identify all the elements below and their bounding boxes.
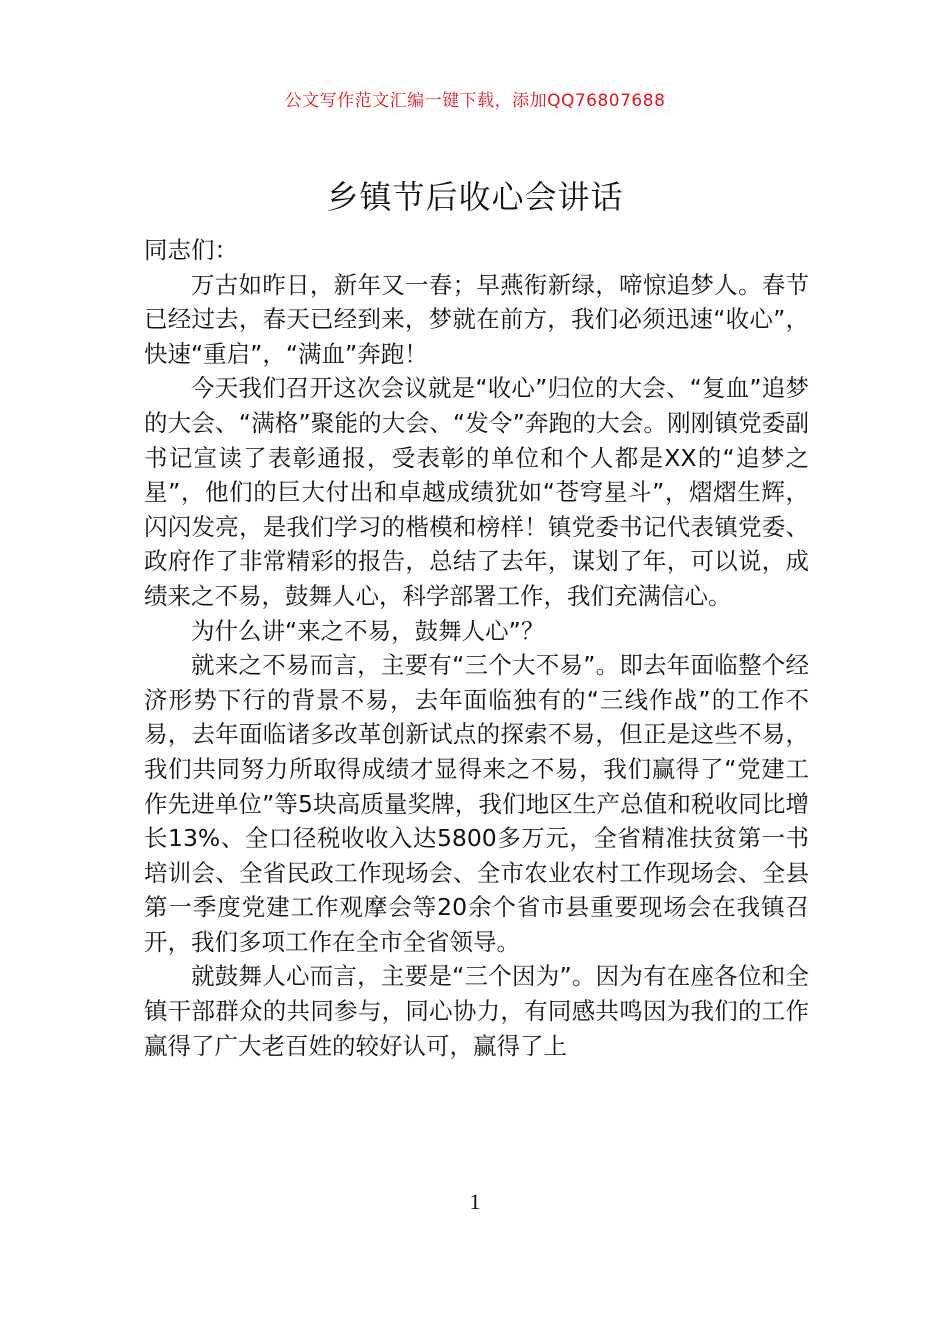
paragraph: 就来之不易而言，主要有“三个大不易”。即去年面临整个经济形势下行的背景不易，去年面临独有的“三线作战”的工作不易，去年面临诸多改革创新试点的探索不易，但正是这些不易，我们共同努力所取得成绩才显得来之不易，我们赢得了“党建工作先进单位”等5块高质量奖牌，我们地区生产总值和税收同比增长13%、全口径税收收入达5800多万元，全省精准扶贫第一书培训会、全省民政工作现场会、全市农业农村工作现场会、全县第一季度党建工作观摩会等20余个省市县重要现场会在我镇召开，我们多项工作在全市全省领导。 [144, 651, 809, 956]
salutation: 同志们： [144, 236, 238, 264]
download-promo-header: 公文写作范文汇编一键下载，添加QQ76807688 [284, 91, 666, 111]
document-body [144, 233, 809, 1063]
paragraph: 就鼓舞人心而言，主要是“三个因为”。因为有在座各位和全镇干部群众的共同参与，同心协力，有同感共鸣因为我们的工作赢得了广大老百姓的较好认可，赢得了上 [144, 962, 809, 1060]
paragraph: 今天我们召开这次会议就是“收心”归位的大会、“复血”追梦的大会、“满格”聚能的大会、“发令”奔跑的大会。刚刚镇党委副书记宣读了表彰通报，受表彰的单位和个人都是XX的“追梦之星”，他们的巨大付出和卓越成绩犹如“苍穹星斗”，熠熠生辉，闪闪发亮，是我们学习的楷模和榜样！镇党委书记代表镇党委、政府作了非常精彩的报告，总结了去年，谋划了年，可以说，成绩来之不易，鼓舞人心，科学部署工作，我们充满信心。 [144, 374, 809, 610]
page-number: 1 [469, 1189, 481, 1214]
paragraph: 为什么讲“来之不易，鼓舞人心”？ [191, 616, 545, 645]
paragraph: 万古如昨日，新年又一春；早燕衔新绿，啼惊追梦人。春节已经过去，春天已经到来，梦就在前方，我们必须迅速“收心”，快速“重启”，“满血”奔跑！ [144, 270, 809, 368]
document-title: 乡镇节后收心会讲话 [326, 178, 624, 216]
